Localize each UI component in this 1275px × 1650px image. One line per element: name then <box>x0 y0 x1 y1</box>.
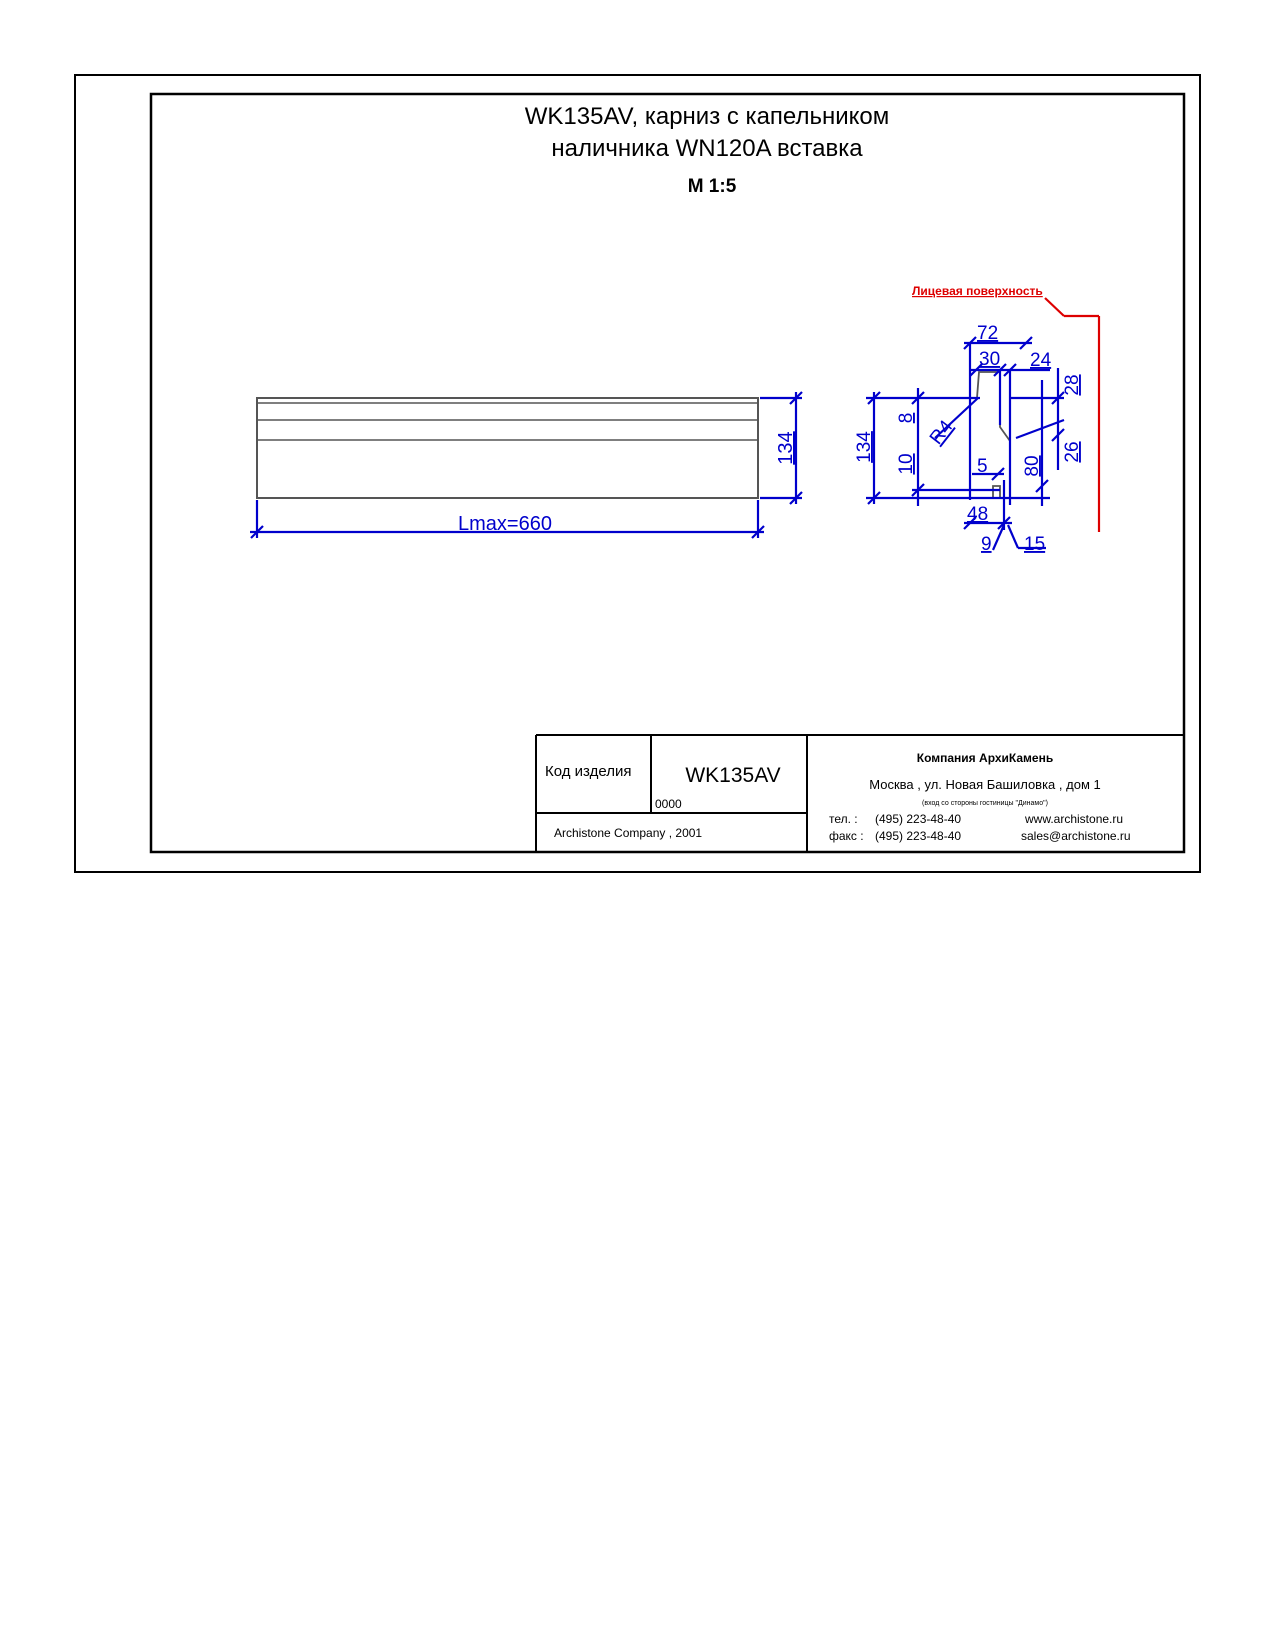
dim-15: 15 <box>1024 534 1046 555</box>
company-address: Москва , ул. Новая Башиловка , дом 1 <box>869 777 1101 792</box>
dim-48: 48 <box>967 504 989 525</box>
website: www.archistone.ru <box>1025 812 1124 826</box>
title-line2: наличника WN120A вставка <box>551 135 863 162</box>
section-view <box>854 284 1099 555</box>
title-block <box>536 735 1184 852</box>
front-view <box>250 392 802 538</box>
front-view-outline <box>257 398 758 498</box>
tel-number: (495) 223-48-40 <box>875 812 962 826</box>
dim-10: 10 <box>896 453 917 475</box>
email: sales@archistone.ru <box>1021 829 1131 843</box>
address-note: (вход со стороны гостиницы "Динамо") <box>922 800 1048 807</box>
dim-28: 28 <box>1062 374 1083 396</box>
copyright: Archistone Company , 2001 <box>554 826 703 840</box>
face-leader <box>1045 298 1064 316</box>
dim-5: 5 <box>977 456 988 477</box>
code-value: WK135AV <box>685 764 781 787</box>
dim-8: 8 <box>896 412 917 424</box>
dim-9: 9 <box>981 534 992 555</box>
leader-15 <box>1008 525 1018 548</box>
dim-134: 134 <box>854 431 875 463</box>
dim-r4: R4 <box>925 416 958 449</box>
fax-label: факс : <box>829 829 864 843</box>
dim-72: 72 <box>977 323 999 344</box>
company-name: Компания АрхиКамень <box>916 751 1054 765</box>
face-label: Лицевая поверхность <box>912 284 1043 298</box>
fax-number: (495) 223-48-40 <box>875 829 962 843</box>
drawing-number: 0000 <box>655 797 682 811</box>
dim-30: 30 <box>979 349 1001 370</box>
title-line1: WK135AV, карниз с капельником <box>524 103 890 130</box>
code-label: Код изделия <box>545 763 632 780</box>
tel-label: тел. : <box>829 812 858 826</box>
scale-label: M 1:5 <box>687 176 737 197</box>
height-label: 134 <box>775 431 797 465</box>
length-label: Lmax=660 <box>458 513 552 535</box>
dim-80: 80 <box>1022 455 1043 477</box>
dim-26: 26 <box>1062 441 1083 463</box>
dim-24: 24 <box>1030 350 1052 371</box>
